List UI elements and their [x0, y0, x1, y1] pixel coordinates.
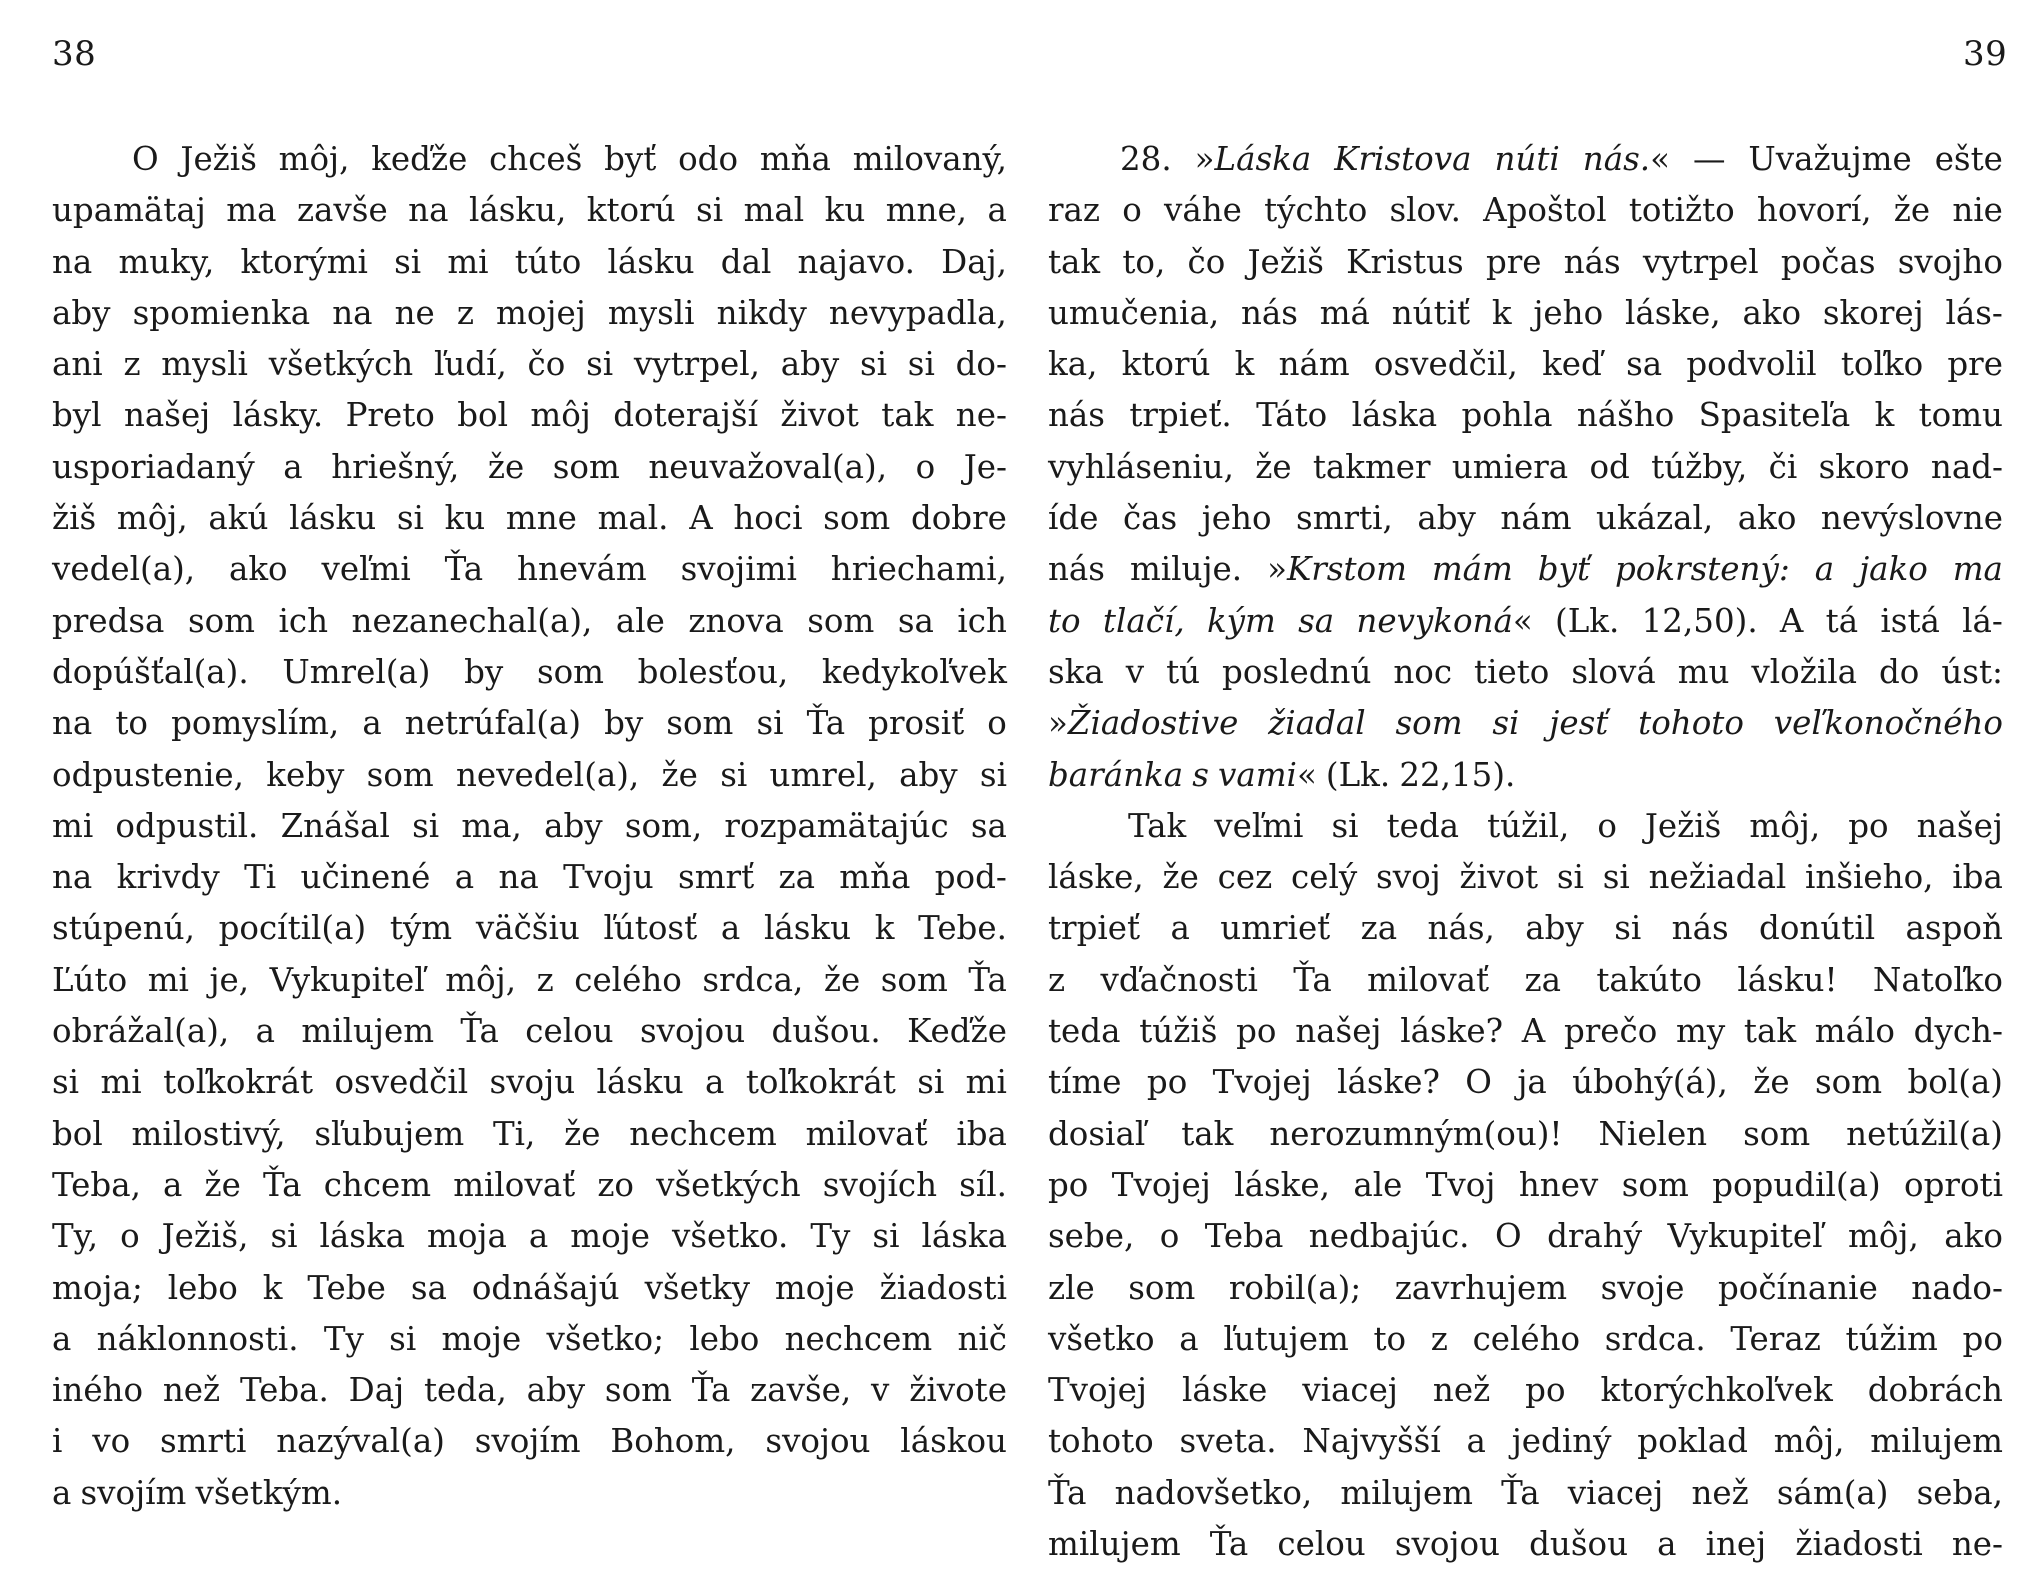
text-line: žiš môj, akú lásku si ku mne mal. A hoci som dobre: [52, 499, 1007, 538]
text-line: O Ježiš môj, keďže chceš byť odo mňa milovaný,: [132, 140, 1007, 178]
right-page-number: 39: [1963, 34, 2008, 74]
text-line: po Tvojej láske, ale Tvoj hnev som popudil(a) oproti: [1048, 1165, 2003, 1204]
text-line: íde čas jeho smrti, aby nám ukázal, ako nevýslovne: [1048, 499, 2003, 538]
right-page-text: [1048, 134, 2003, 1570]
text-line: ani z mysli všetkých ľudí, čo si vytrpel, aby si si do-: [52, 345, 1007, 384]
text-line: baránka s vami« (Lk. 22,15).: [1048, 755, 1516, 794]
text-line: i vo smrti nazýval(a) svojím Bohom, svojou láskou: [52, 1422, 1007, 1461]
text-line: na krivdy Ti učinené a na Tvoju smrť za mňa pod-: [52, 858, 1007, 897]
text-line: Tvojej láske viacej než po ktorýchkoľvek dobrách: [1048, 1371, 2003, 1410]
text-line: upamätaj ma zavše na lásku, ktorú si mal ku mne, a: [52, 191, 1007, 230]
text-line: si mi toľkokrát osvedčil svoju lásku a toľkokrát si mi: [52, 1063, 1007, 1102]
text-line: vedel(a), ako veľmi Ťa hnevám svojimi hriechami,: [52, 550, 1007, 589]
text-line: na to pomyslím, a netrúfal(a) by som si Ťa prosiť o: [52, 704, 1007, 743]
text-line: z vďačnosti Ťa milovať za takúto lásku! Natoľko: [1048, 960, 2003, 999]
text-line: teda túžiš po našej láske? A prečo my tak málo dych-: [1048, 1012, 2003, 1051]
text-line: obrážal(a), a milujem Ťa celou svojou dušou. Keďže: [52, 1012, 1007, 1051]
text-line: nás miluje. »Krstom mám byť pokrstený: a jako ma: [1048, 550, 2003, 589]
text-line: Ťa nadovšetko, milujem Ťa viacej než sám(a) seba,: [1048, 1473, 2003, 1512]
text-line: bol milostivý, sľubujem Ti, že nechcem milovať iba: [52, 1114, 1007, 1153]
text-line: Ľúto mi je, Vykupiteľ môj, z celého srdca, že som Ťa: [52, 960, 1007, 999]
text-line: Teba, a že Ťa chcem milovať zo všetkých svojích síl.: [52, 1165, 1007, 1204]
text-line: to tlačí, kým sa nevykoná« (Lk. 12,50). A tá istá lá-: [1048, 601, 2003, 640]
text-line: zle som robil(a); zavrhujem svoje počínanie nado-: [1048, 1268, 2003, 1307]
text-line: iného než Teba. Daj teda, aby som Ťa zavše, v živote: [52, 1371, 1007, 1410]
text-line: tíme po Tvojej láske? O ja úbohý(á), že som bol(a): [1048, 1063, 2003, 1102]
text-line: milujem Ťa celou svojou dušou a inej žiadosti ne-: [1048, 1525, 2003, 1564]
text-line: »Žiadostive žiadal som si jesť tohoto veľkonočného: [1048, 704, 2003, 743]
text-line: trpieť a umrieť za nás, aby si nás donútil aspoň: [1048, 909, 2003, 948]
text-line: nás trpieť. Táto láska pohla nášho Spasiteľa k tomu: [1048, 396, 2003, 435]
text-line: raz o váhe týchto slov. Apoštol totižto hovorí, že nie: [1048, 191, 2003, 230]
text-line: Tak veľmi si teda túžil, o Ježiš môj, po našej: [1128, 806, 2003, 845]
text-line: tohoto sveta. Najvyšší a jediný poklad môj, milujem: [1048, 1422, 2003, 1461]
text-line: dosiaľ tak nerozumným(ou)! Nielen som netúžil(a): [1048, 1114, 2003, 1153]
text-line: ka, ktorú k nám osvedčil, keď sa podvolil toľko pre: [1048, 345, 2003, 384]
left-page-number: 38: [52, 34, 97, 74]
text-line: stúpenú, pocítil(a) tým väčšiu ľútosť a lásku k Tebe.: [52, 909, 1007, 948]
text-line: vyhláseniu, že takmer umiera od túžby, či skoro nad-: [1048, 447, 2003, 486]
text-line: tak to, čo Ježiš Kristus pre nás vytrpel počas svojho: [1048, 242, 2003, 281]
text-line: 28. »Láska Kristova núti nás.« — Uvažujme ešte: [1120, 140, 2003, 178]
text-line: umučenia, nás má nútiť k jeho láske, ako skorej lás-: [1048, 293, 2003, 332]
text-line: a náklonnosti. Ty si moje všetko; lebo nechcem nič: [52, 1319, 1007, 1358]
text-line: všetko a ľutujem to z celého srdca. Teraz túžim po: [1048, 1319, 2003, 1358]
text-line: moja; lebo k Tebe sa odnášajú všetky moje žiadosti: [52, 1268, 1007, 1307]
text-line: byl našej lásky. Preto bol môj doterajší život tak ne-: [52, 396, 1007, 435]
text-line: láske, že cez celý svoj život si si nežiadal inšieho, iba: [1048, 858, 2003, 897]
text-line: dopúšťal(a). Umrel(a) by som bolesťou, kedykoľvek: [52, 652, 1007, 691]
text-line: na muky, ktorými si mi túto lásku dal najavo. Daj,: [52, 242, 1007, 281]
text-line: aby spomienka na ne z mojej mysli nikdy nevypadla,: [52, 293, 1007, 332]
text-line: Ty, o Ježiš, si láska moja a moje všetko. Ty si láska: [52, 1217, 1007, 1256]
text-line: odpustenie, keby som nevedel(a), že si umrel, aby si: [52, 755, 1007, 794]
text-line: sebe, o Teba nedbajúc. O drahý Vykupiteľ môj, ako: [1048, 1217, 2003, 1256]
left-page-text: [52, 134, 1007, 1519]
text-line: usporiadaný a hriešný, že som neuvažoval(a), o Je-: [52, 447, 1007, 486]
text-line: a svojím všetkým.: [52, 1473, 343, 1512]
text-line: predsa som ich nezanechal(a), ale znova som sa ich: [52, 601, 1007, 640]
text-line: mi odpustil. Znášal si ma, aby som, rozpamätajúc sa: [52, 806, 1007, 845]
text-line: ska v tú poslednú noc tieto slová mu vložila do úst:: [1048, 652, 2003, 691]
